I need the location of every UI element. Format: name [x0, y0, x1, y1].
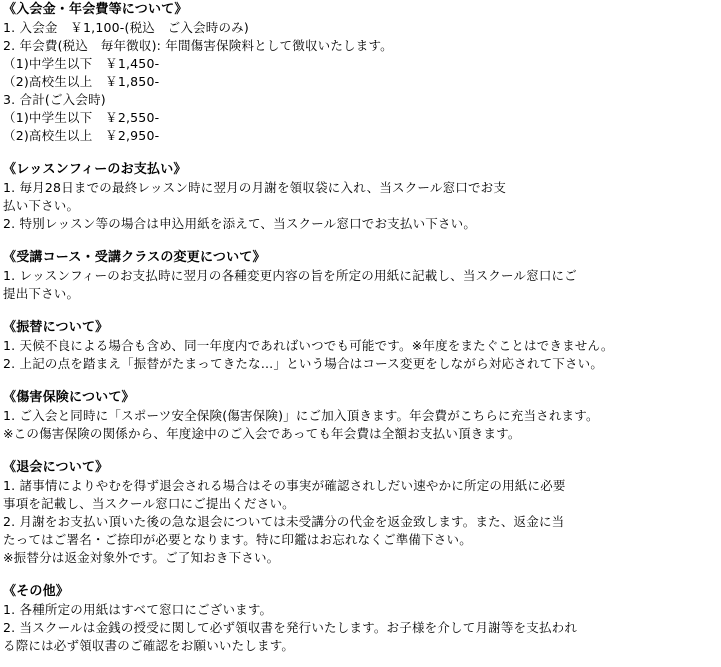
section-heading: 《レッスンフィーのお支払い》 — [3, 162, 187, 177]
section-spacer — [3, 145, 718, 161]
text-line: 1. 各種所定の用紙はすべて窓口にございます。 — [3, 602, 273, 617]
section-heading: 《傷害保険について》 — [3, 390, 135, 405]
text-line: 提出下さい。 — [3, 286, 80, 301]
text-line: 1. 諸事情によりやむを得ず退会される場合はその事実が確認されしだい速やかに所定の用紙に必要 — [3, 478, 566, 493]
section-heading: 《その他》 — [3, 584, 70, 599]
text-line: 事項を記載し、当スクール窓口にご提出ください。 — [3, 496, 295, 511]
section-heading: 《入会金・年会費等について》 — [3, 2, 188, 17]
text-line: 1. 毎月28日までの最終レッスン時に翌月の月謝を領収袋に入れ、当スクール窓口でお支 — [3, 180, 507, 195]
text-line: ※この傷害保険の関係から、年度途中のご入会であっても年会費は全額お支払い頂きます。 — [3, 426, 521, 441]
section-heading: 《退会について》 — [3, 460, 109, 475]
section-spacer — [3, 303, 718, 319]
text-line: 1. 天候不良による場合も含め、同一年度内であればいつでも可能です。※年度をまたぐことはできません。 — [3, 338, 614, 353]
section-lesson-fee-payment — [3, 161, 718, 233]
text-line: 2. 上記の点を踏まえ「振替がたまってきたな…」という場合はコース変更をしながら対応されて下さい。 — [3, 356, 604, 371]
text-line: （2)高校生以上 ￥1,850- — [3, 74, 160, 89]
section-spacer — [3, 443, 718, 459]
section-insurance — [3, 389, 718, 443]
text-line: 2. 当スクールは金銭の授受に関して必ず領収書を発行いたします。お子様を介して月謝等を支払われ — [3, 620, 578, 635]
section-spacer — [3, 567, 718, 583]
text-line: 1. レッスンフィーのお支払時に翌月の各種変更内容の旨を所定の用紙に記載し、当スクール窓口にご — [3, 268, 577, 283]
section-course-change — [3, 249, 718, 303]
section-heading: 《受講コース・受講クラスの変更について》 — [3, 250, 266, 265]
section-other — [3, 583, 718, 655]
section-makeup-lessons — [3, 319, 718, 373]
text-line: （2)高校生以上 ￥2,950- — [3, 128, 160, 143]
text-line: 払い下さい。 — [3, 198, 80, 213]
section-heading: 《振替について》 — [3, 320, 109, 335]
text-line: （1)中学生以下 ￥1,450- — [3, 56, 160, 71]
text-line: 2. 年会費(税込 毎年徴収): 年間傷害保険料として徴収いたします。 — [3, 38, 393, 53]
text-line: ※振替分は返金対象外です。ご了知おき下さい。 — [3, 550, 280, 565]
text-line: 2. 月謝をお支払い頂いた後の急な退会については未受講分の代金を返金致します。また、返金に当 — [3, 514, 565, 529]
text-line: 3. 合計(ご入会時) — [3, 92, 106, 107]
section-spacer — [3, 373, 718, 389]
text-line: たってはご署名・ご捺印が必要となります。特に印鑑はお忘れなくご準備下さい。 — [3, 532, 472, 547]
text-line: 1. 入会金 ￥1,100-(税込 ご入会時のみ) — [3, 20, 249, 35]
section-withdrawal — [3, 459, 718, 567]
text-line: る際には必ず領収書のご確認をお願いいたします。 — [3, 638, 295, 653]
section-admission-fees — [3, 1, 718, 145]
text-line: 2. 特別レッスン等の場合は申込用紙を添えて、当スクール窓口でお支払い下さい。 — [3, 216, 477, 231]
text-line: 1. ご入会と同時に「スポーツ安全保険(傷害保険)」にご加入頂きます。年会費がこちらに充当されます。 — [3, 408, 599, 423]
document — [3, 1, 718, 655]
section-spacer — [3, 233, 718, 249]
text-line: （1)中学生以下 ￥2,550- — [3, 110, 160, 125]
